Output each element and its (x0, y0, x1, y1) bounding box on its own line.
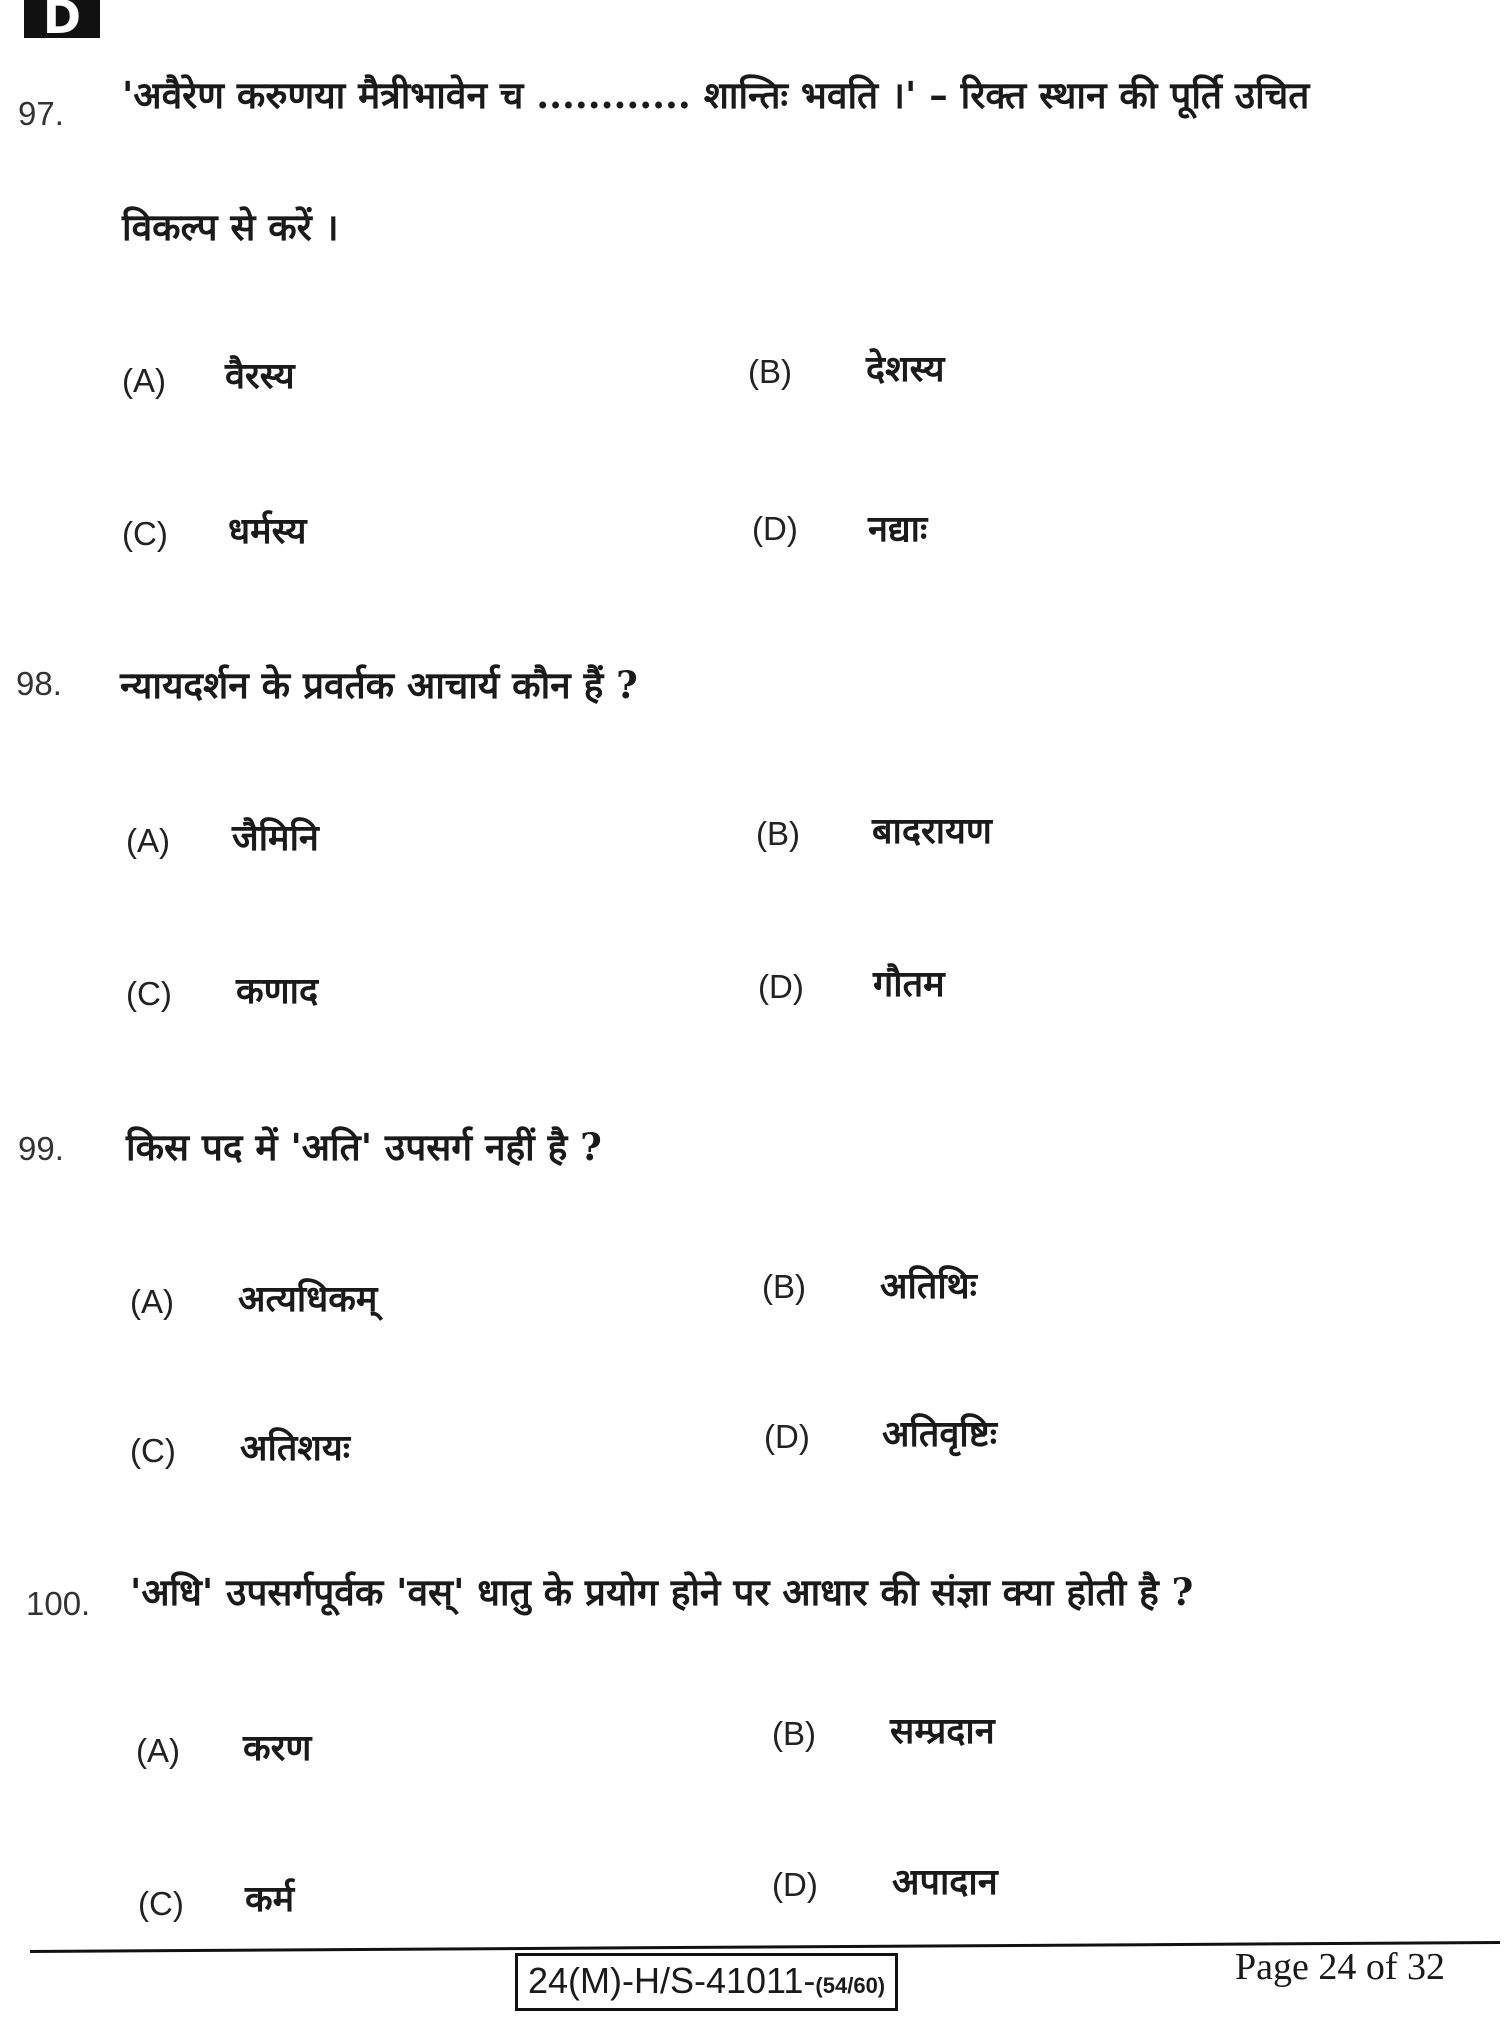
option-c-text: धर्मस्य (228, 510, 307, 552)
paper-code-box (515, 1953, 898, 2011)
option-b-text: बादरायण (872, 810, 992, 852)
option-c-label: (C) (130, 1432, 176, 1469)
option-a-label: (A) (130, 1283, 174, 1320)
question-number: 98. (16, 665, 62, 702)
question-text-continued: विकल्प से करें । (122, 205, 339, 249)
paper-code-suffix: (54/60) (815, 1973, 886, 1998)
option-d-label: (D) (764, 1418, 810, 1455)
question-text: किस पद में 'अति' उपसर्ग नहीं है ? (126, 1125, 602, 1169)
question-number: 99. (18, 1130, 64, 1167)
option-a-text: अत्यधिकम् (238, 1278, 378, 1320)
option-b-label: (B) (772, 1715, 816, 1752)
paper-code: 24(M)-H/S-41011- (528, 1960, 816, 2001)
page-number: Page 24 of 32 (1235, 1946, 1446, 1988)
question-text: न्यायदर्शन के प्रवर्तक आचार्य कौन हैं ? (120, 663, 638, 707)
question-number: 100. (26, 1585, 91, 1622)
question-text: 'अवैरेण करुणया मैत्रीभावेन च ............ शान्तिः भवति ।' – रिक्त स्थान की पूर्ति उचित (122, 73, 1310, 117)
option-d-text: अपादान (892, 1861, 998, 1903)
option-d-label: (D) (772, 1866, 818, 1903)
option-b-label: (B) (762, 1268, 806, 1305)
option-d-text: नद्याः (868, 508, 928, 550)
option-b-label: (B) (748, 353, 792, 390)
option-d-text: गौतम (873, 963, 945, 1005)
option-c-label: (C) (122, 515, 168, 552)
series-badge: D (24, 0, 100, 38)
option-b-text: अतिथिः (880, 1265, 977, 1307)
question-number: 97. (18, 95, 64, 132)
option-d-label: (D) (752, 510, 798, 547)
option-b-text: देशस्य (866, 348, 945, 390)
option-d-label: (D) (758, 968, 804, 1005)
option-b-text: सम्प्रदान (890, 1710, 995, 1752)
option-d-text: अतिवृष्टिः (882, 1413, 997, 1455)
option-c-label: (C) (138, 1885, 184, 1922)
option-b-label: (B) (756, 815, 800, 852)
option-a-text: करण (243, 1727, 312, 1769)
option-a-text: वैरस्य (225, 355, 295, 397)
option-c-text: अतिशयः (240, 1427, 350, 1469)
option-c-text: कर्म (245, 1878, 295, 1920)
option-a-label: (A) (136, 1732, 180, 1769)
option-a-label: (A) (126, 822, 170, 859)
option-c-text: कणाद (236, 970, 319, 1012)
question-text: 'अधि' उपसर्गपूर्वक 'वस्' धातु के प्रयोग होने पर आधार की संज्ञा क्या होती है ? (130, 1570, 1194, 1614)
option-c-label: (C) (126, 975, 172, 1012)
option-a-label: (A) (122, 362, 166, 399)
option-a-text: जैमिनि (232, 817, 319, 859)
